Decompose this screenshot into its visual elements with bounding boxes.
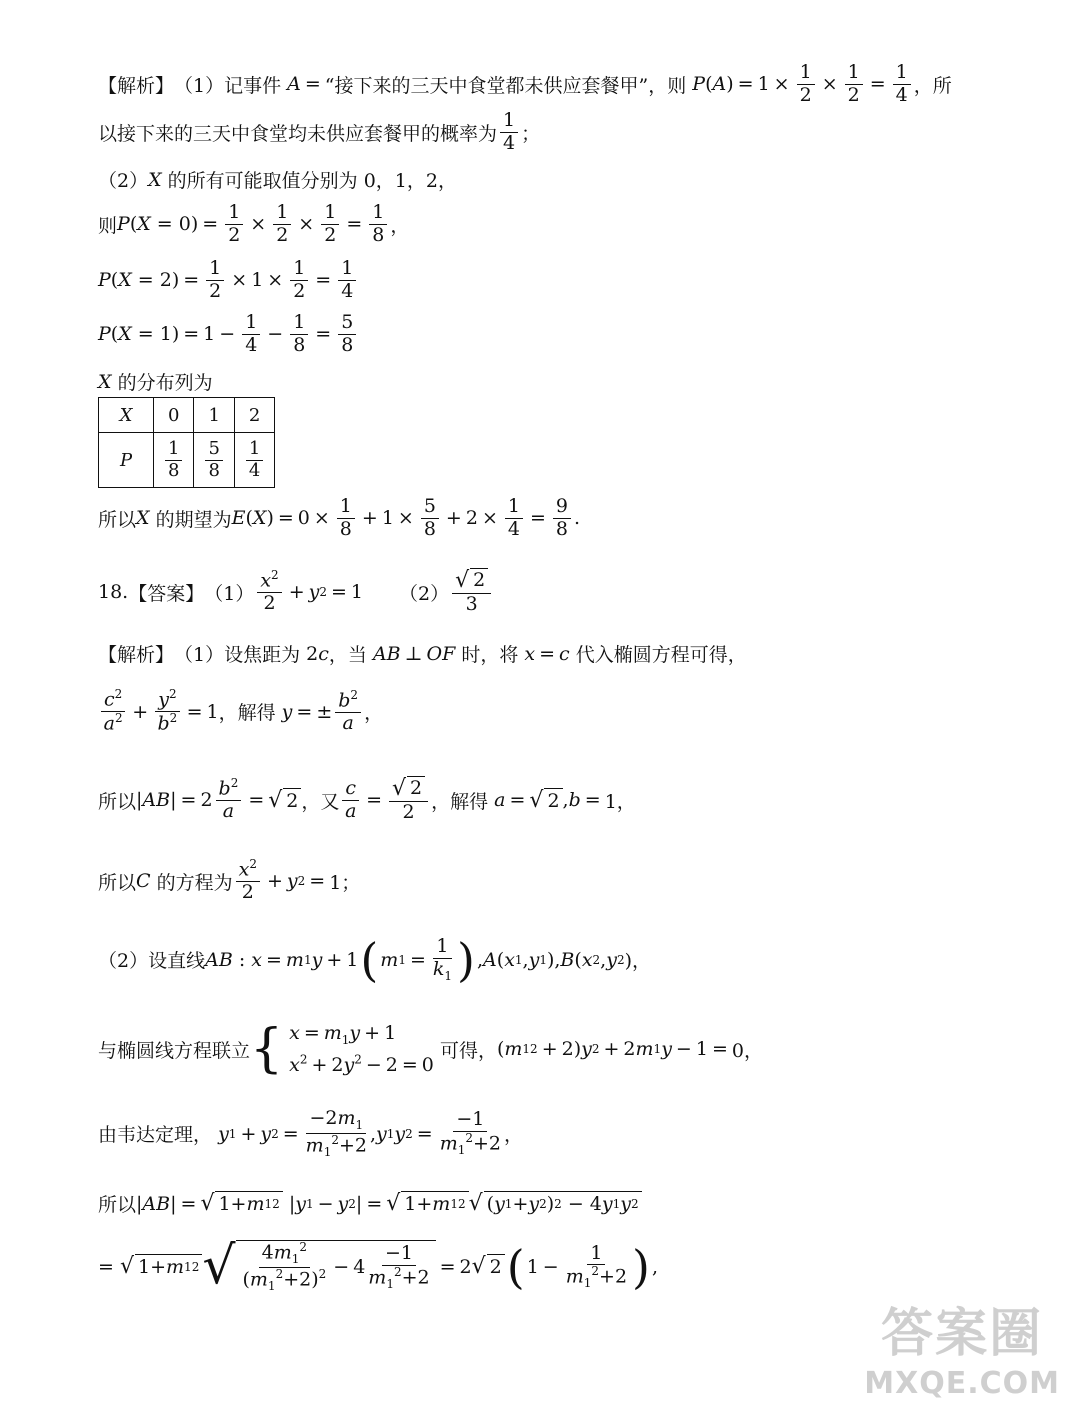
- system-line: 与椭圆线方程联立 { $x = m_1y + 1$ $x^2 + 2y^2 - 2 = 0$ 可得， ( m 1 2 + 2) y 2 + 2 m 1 y − 1 = 0，: [98, 1019, 763, 1080]
- table-row: [99, 398, 275, 433]
- q17-part1-conclusion: 以接下来的三天中食堂均未供应套餐甲的概率为 $\frac{1}{4}$ ；: [98, 109, 541, 154]
- table-cell: X: [99, 398, 154, 433]
- watermark-logo: 答案圈 MXQE.COM: [864, 1304, 1060, 1401]
- ab-length-line-2: = √ 1+ m 1 2 √ $\frac{4m_1^2}{(m_1^2+2)^2}$ − 4 $\frac{-1}{m_1^2+2}$ = 2 √ 2 ( 1 − $\frac{1}{m_1^2+2}$ ) ,: [98, 1236, 659, 1296]
- q18-answer-line: 18. 【答案】 （1） $\frac{x^2}{2}$ + y 2 = 1 （2） √ 2 3: [98, 568, 494, 616]
- line-ab-definition: （2）设直线 AB : x = m 1 y + 1 ( m 1 = $\frac{1}{k_1}$ ) , A ( x 1 , y 1 ), B ( x 2 , y 2 )，: [98, 932, 652, 987]
- event-a-definition: “接下来的三天中食堂都未供应套餐甲”: [324, 74, 649, 97]
- q17-part1-line: 【解析】 （1）记事件 A = “接下来的三天中食堂都未供应套餐甲” ，则 P ( A ) = 1 × $\frac{1}{2}$ × $\frac{1}{2}$ = $\frac{1}{4}$ ， 所: [98, 61, 952, 106]
- substitution-line: $\frac{c^2}{a^2}$ + $\frac{y^2}{b^2}$ = 1 ，解得 y = ± $\frac{b^2}{a}$ ，: [98, 688, 383, 735]
- table-cell: $\frac{5}{8}$: [194, 433, 234, 488]
- p-x-2-line: P ( X = 2) = $\frac{1}{2}$ × 1 × $\frac{1}{2}$ = $\frac{1}{4}$: [98, 258, 359, 303]
- table-cell: $\frac{1}{4}$: [234, 433, 274, 488]
- part1-intro: （1）记事件: [174, 74, 282, 97]
- p-x-1-line: P ( X = 1) = 1 − $\frac{1}{4}$ − $\frac{1}{8}$ = $\frac{5}{8}$: [98, 312, 359, 357]
- table-cell: $\frac{1}{8}$: [154, 433, 194, 488]
- expectation-line: 所以 X 的期望为 E ( X ) = 0 × $\frac{1}{8}$ + 1 × $\frac{5}{8}$ + 2 × $\frac{1}{4}$ = $\frac{9}{8}$ .: [98, 495, 581, 540]
- table-cell: 1: [194, 398, 234, 433]
- table-cell: 2: [234, 398, 274, 433]
- question-number: 18.: [98, 581, 129, 604]
- distribution-caption: X 的分布列为: [98, 370, 213, 394]
- q18-part1-setup: 【解析】 （1）设焦距为 2 c ，当 AB ⊥ OF 时，将 x = c 代入椭圆方程可得，: [98, 642, 747, 666]
- q17-part2-values: （2） X 的所有可能取值分别为 0，1，2，: [98, 168, 457, 192]
- table-cell: P: [99, 433, 154, 488]
- chord-length-line: 所以 | AB | = 2 $\frac{b^2}{a}$ = √ 2 ，又 $\frac{c}{a}$ = √ 2 2 ，解得 a = √ 2 , b = 1，: [98, 776, 636, 824]
- distribution-table: [98, 397, 275, 488]
- analysis-tag: 【解析】: [98, 74, 175, 97]
- ellipse-equation-line: 所以 C 的方程为 $\frac{x^2}{2}$ + y 2 = 1；: [98, 857, 361, 904]
- ab-length-line-1: 所以 | AB | = √ 1+ m 1 2 | y 1 − y 2 | = √ 1+ m 1 2 √ ( y 1 + y 2 ) 2 − 4 y 1 y 2: [98, 1190, 642, 1217]
- vieta-line: 由韦达定理， y 1 + y 2 = $\frac{-2m_1}{m_1^2+2}$ , y 1 y 2 = $\frac{-1}{m_1^2+2}$ ，: [98, 1107, 524, 1159]
- answer-tag: 【答案】: [128, 582, 205, 605]
- p-x-0-line: 则 P ( X = 0) = $\frac{1}{2}$ × $\frac{1}{2}$ × $\frac{1}{2}$ = $\frac{1}{8}$ ，: [98, 201, 410, 246]
- table-row: [99, 433, 275, 488]
- table-cell: 0: [154, 398, 194, 433]
